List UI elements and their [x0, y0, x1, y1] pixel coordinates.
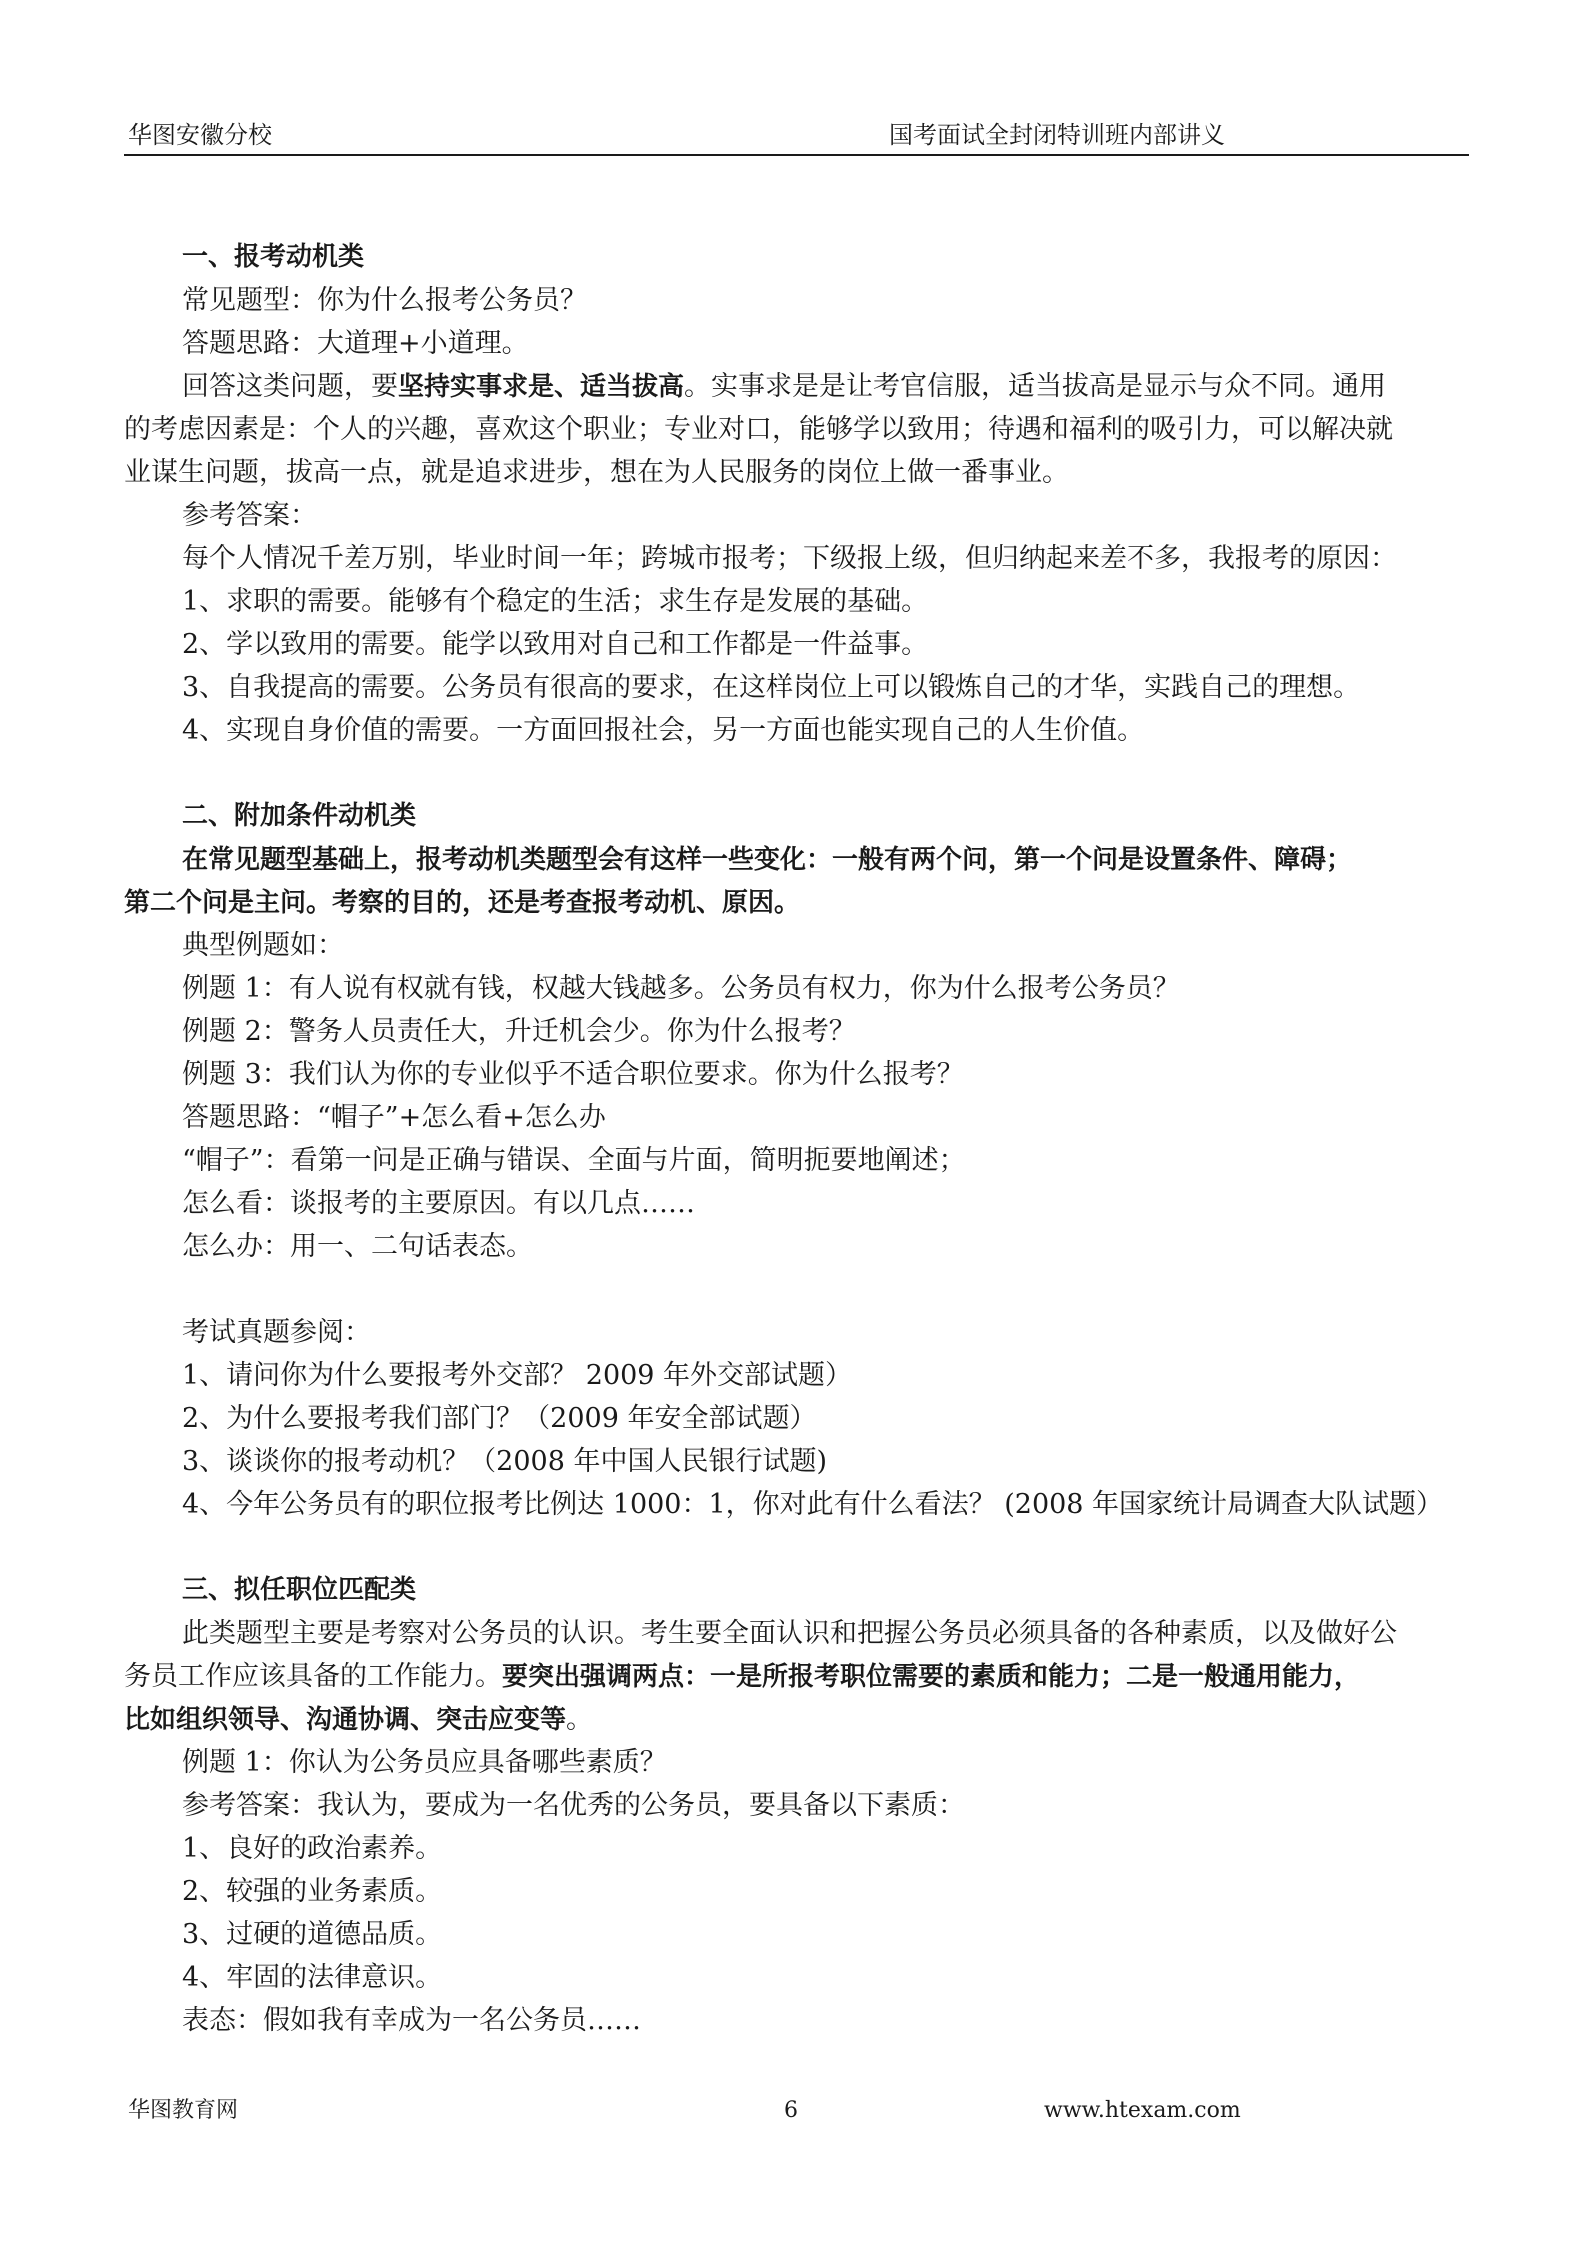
text-line [124, 1182, 1469, 1225]
text-run: 2、为什么要报考我们部门？（2009 年安全部试题） [182, 1403, 817, 1434]
text-line [124, 967, 1469, 1010]
text-line [124, 881, 1469, 924]
text-line [124, 1010, 1469, 1053]
header-right: 国考面试全封闭特训班内部讲义 [889, 121, 1225, 149]
text-line [124, 580, 1469, 623]
text-line [124, 623, 1469, 666]
page-footer [124, 2094, 1469, 2128]
text-line [124, 1354, 1469, 1397]
text-run: 参考答案：我认为，要成为一名优秀的公务员，要具备以下素质： [182, 1790, 965, 1821]
text-run: 答题思路：“帽子”+怎么看+怎么办 [182, 1102, 606, 1133]
text-run: 表态：假如我有幸成为一名公务员…… [182, 2005, 641, 2036]
section-heading: 一、报考动机类 [182, 242, 365, 272]
text-line [124, 279, 1469, 322]
text-line [124, 494, 1469, 537]
text-run: 怎么办：用一、二句话表态。 [182, 1231, 533, 1262]
section-heading: 三、拟任职位匹配类 [182, 1575, 417, 1605]
text-line [124, 666, 1469, 709]
text-line [124, 1956, 1469, 1999]
text-line [124, 1655, 1469, 1698]
text-line [124, 1053, 1469, 1096]
text-line [124, 451, 1469, 494]
text-run: 4、牢固的法律意识。 [182, 1962, 443, 1993]
text-line [124, 838, 1469, 881]
text-run: 1、良好的政治素养。 [182, 1833, 443, 1864]
text-run: 2、学以致用的需要。能学以致用对自己和工作都是一件益事。 [182, 629, 929, 660]
bold-text: 要突出强调两点：一是所报考职位需要的素质和能力；二是一般通用能力， [502, 1662, 1361, 1692]
text-line [124, 322, 1469, 365]
text-line [124, 1827, 1469, 1870]
page-number: 6 [784, 2098, 798, 2123]
text-run: 3、谈谈你的报考动机？（2008 年中国人民银行试题) [182, 1446, 828, 1477]
text-run: 此类题型主要是考察对公务员的认识。考生要全面认识和把握公务员必须具备的各种素质，以及做好公 [182, 1618, 1397, 1649]
text-run: 回答这类问题，要 [182, 371, 398, 402]
footer-left: 华图教育网 [128, 2098, 239, 2123]
text-run: 例题 2：警务人员责任大，升迁机会少。你为什么报考？ [182, 1016, 856, 1047]
header-left: 华图安徽分校 [128, 121, 272, 149]
text-run: 考试真题参阅： [182, 1317, 371, 1348]
text-run: 的考虑因素是：个人的兴趣，喜欢这个职业；专业对口，能够学以致用；待遇和福利的吸引力，可以解决就 [124, 414, 1393, 445]
text-run: 。实事求是是让考官信服，适当拔高是显示与众不同。通用 [684, 371, 1387, 402]
text-run: 1、求职的需要。能够有个稳定的生活；求生存是发展的基础。 [182, 586, 929, 617]
text-line [124, 924, 1469, 967]
text-line [124, 1096, 1469, 1139]
text-line [124, 1440, 1469, 1483]
text-run: 务员工作应该具备的工作能力。 [124, 1661, 502, 1692]
text-line [124, 1870, 1469, 1913]
text-line [124, 1913, 1469, 1956]
text-run: 4、实现自身价值的需要。一方面回报社会，另一方面也能实现自己的人生价值。 [182, 715, 1145, 746]
text-line [124, 537, 1469, 580]
text-run: 2、较强的业务素质。 [182, 1876, 443, 1907]
section-heading: 二、附加条件动机类 [182, 801, 417, 831]
section-gap [124, 1526, 1469, 1569]
page-header [124, 118, 1469, 152]
text-line [124, 1139, 1469, 1182]
text-line [124, 1999, 1469, 2042]
text-run: 参考答案： [182, 500, 317, 531]
text-run: 1、请问你为什么要报考外交部？ 2009 年外交部试题） [182, 1360, 853, 1391]
text-run: 4、今年公务员有的职位报考比例达 1000：1，你对此有什么看法？ (2008 年国家统计局调查大队试题） [182, 1489, 1444, 1520]
text-run: 常见题型：你为什么报考公务员？ [182, 285, 587, 316]
text-run: 例题 1：有人说有权就有钱，权越大钱越多。公务员有权力，你为什么报考公务员？ [182, 973, 1180, 1004]
text-run: 每个人情况千差万别，毕业时间一年；跨城市报考；下级报上级，但归纳起来差不多，我报考的原因： [182, 543, 1397, 574]
text-run: 。 [566, 1704, 594, 1735]
text-line [124, 1698, 1469, 1741]
section-gap [124, 752, 1469, 795]
text-run: 3、自我提高的需要。公务员有很高的要求，在这样岗位上可以锻炼自己的才华，实践自己的理想。 [182, 672, 1361, 703]
paragraph-gap [124, 1268, 1469, 1311]
text-run: 怎么看：谈报考的主要原因。有以几点…… [182, 1188, 695, 1219]
bold-text: 比如组织领导、沟通协调、突击应变等 [124, 1705, 567, 1735]
text-line [124, 1612, 1469, 1655]
text-run: 例题 1：你认为公务员应具备哪些素质？ [182, 1747, 667, 1778]
text-run: 例题 3：我们认为你的专业似乎不适合职位要求。你为什么报考？ [182, 1059, 964, 1090]
bold-text: 第二个问是主问。考察的目的，还是考查报考动机、原因。 [124, 888, 801, 918]
text-run: 答题思路：大道理+小道理。 [182, 328, 529, 359]
text-run: “帽子”：看第一问是正确与错误、全面与片面，简明扼要地阐述； [182, 1145, 966, 1176]
text-line [124, 1397, 1469, 1440]
bold-text: 坚持实事求是、适当拔高 [398, 372, 685, 402]
text-line [124, 709, 1469, 752]
bold-text: 在常见题型基础上，报考动机类题型会有这样一些变化：一般有两个问，第一个问是设置条件、障碍； [182, 845, 1353, 875]
text-run: 典型例题如： [182, 930, 344, 961]
document-body [124, 236, 1469, 2042]
footer-url: www.htexam.com [1044, 2098, 1241, 2123]
text-line [124, 1225, 1469, 1268]
text-line [124, 365, 1469, 408]
text-run: 业谋生问题，拔高一点，就是追求进步，想在为人民服务的岗位上做一番事业。 [124, 457, 1069, 488]
text-run: 3、过硬的道德品质。 [182, 1919, 443, 1950]
text-line [124, 1483, 1469, 1526]
text-line [124, 1741, 1469, 1784]
text-line [124, 1784, 1469, 1827]
text-line [124, 1311, 1469, 1354]
header-rule [124, 154, 1469, 156]
text-line [124, 408, 1469, 451]
